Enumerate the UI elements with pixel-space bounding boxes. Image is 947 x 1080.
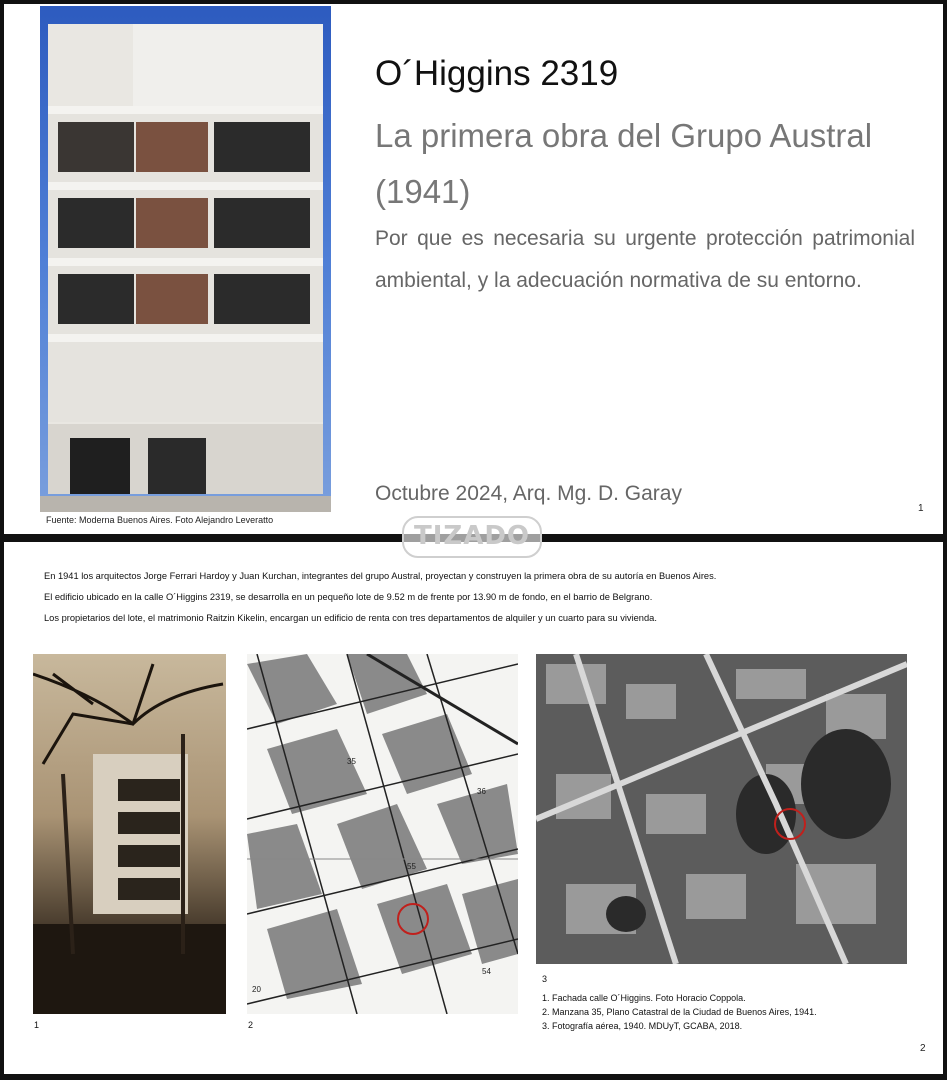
building-facade-photo: [40, 6, 331, 512]
aerial-photo-1940: [536, 654, 907, 964]
caption-1: 1. Fachada calle O´Higgins. Foto Horacio Coppola.: [542, 993, 746, 1003]
caption-2: 2. Manzana 35, Plano Catastral de la Ciudad de Buenos Aires, 1941.: [542, 1007, 817, 1017]
photo-source-caption: Fuente: Moderna Buenos Aires. Foto Alejandro Leveratto: [46, 515, 274, 525]
page-number: 1: [918, 503, 924, 514]
image-number-1: 1: [34, 1020, 40, 1030]
paragraph-3: Los propietarios del lote, el matrimonio Raitzin Kikelin, encargan un edificio de renta con tres departamentos de alquiler y un cuarto para su vivienda.: [44, 613, 657, 623]
page-number-2: 2: [920, 1043, 926, 1054]
slide-2: [4, 542, 943, 1074]
map-label-20: 20: [252, 985, 261, 994]
cadastral-map-1941: [247, 654, 518, 1014]
paragraph-1: En 1941 los arquitectos Jorge Ferrari Hardoy y Juan Kurchan, integrantes del grupo Austral, proyectan y construyen la primera obra de su autoría en Buenos Aires.: [44, 571, 717, 581]
facade-photo-coppola: [33, 654, 226, 1014]
date-author: Octubre 2024, Arq. Mg. D. Garay: [375, 482, 682, 505]
caption-3: 3. Fotografía aérea, 1940. MDUyT, GCABA, 2018.: [542, 1021, 743, 1031]
slide-1: [4, 4, 943, 534]
map-label-54: 54: [482, 967, 491, 976]
map-label-55: 55: [407, 862, 416, 871]
paragraph-2: El edificio ubicado en la calle O´Higgins 2319, se desarrolla en un pequeño lote de 9.52 m de frente por 13.90 m de fondo, en el barrio de Belgrano.: [44, 592, 653, 602]
watermark-logo: TIZADO: [402, 516, 542, 558]
map-label-36: 36: [477, 787, 486, 796]
slide-title: O´Higgins 2319: [375, 54, 619, 93]
slide-subtitle: La primera obra del Grupo Austral (1941): [375, 117, 873, 210]
image-number-2: 2: [248, 1020, 254, 1030]
building-illustration: [48, 24, 323, 494]
image-number-3: 3: [542, 974, 548, 984]
map-label-35: 35: [347, 757, 356, 766]
intro-text: Por que es necesaria su urgente protección patrimonial ambiental, y la adecuación normativa de su entorno.: [375, 227, 915, 292]
